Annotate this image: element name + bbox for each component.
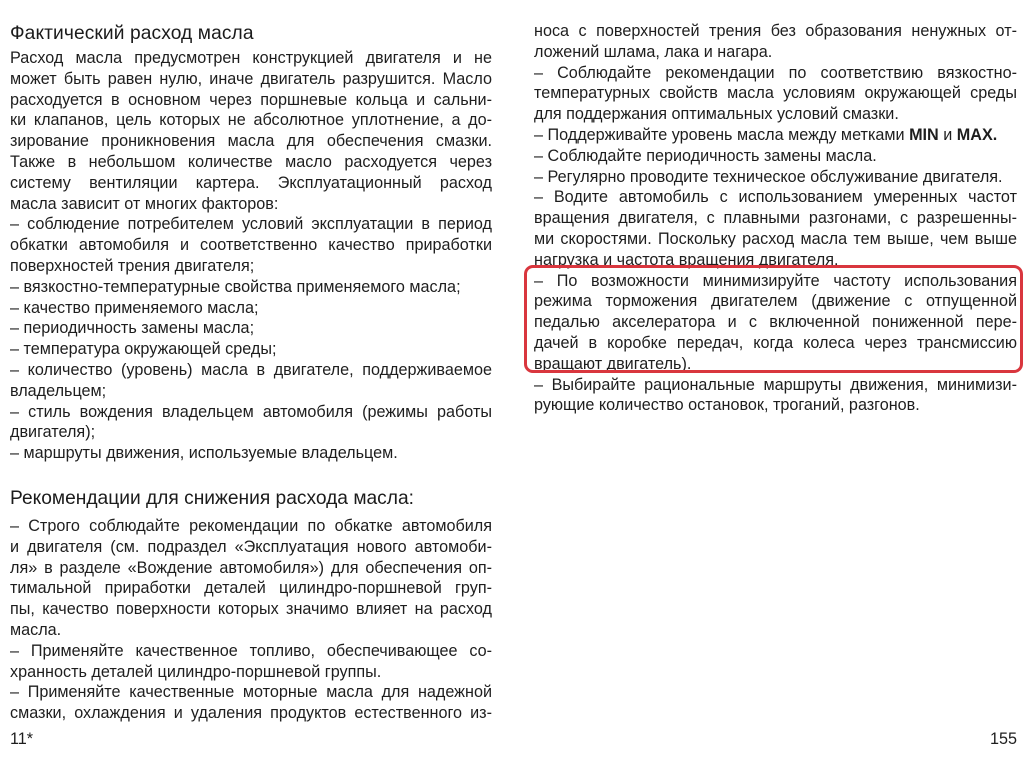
text-line: расходуется в основном через поршневые кольца и сальни-: [10, 90, 492, 109]
text-line: – Соблюдайте периодичность замены масла.: [534, 146, 877, 165]
text-line: масла зависит от многих факторов:: [10, 194, 279, 213]
text-line: ложений шлама, лака и нагара.: [534, 42, 773, 61]
text-line: Расход масла предусмотрен конструкцией двигателя и не: [10, 49, 492, 67]
min-mark-label: MIN: [909, 125, 939, 144]
text-line: – Строго соблюдайте рекомендации по обкатке автомобиля: [10, 516, 492, 535]
section-heading-actual-oil-consumption: Фактический расход масла: [10, 23, 254, 44]
text-fragment: и: [938, 125, 957, 144]
text-line: вращения двигателя, с плавными разгонами, с разрешенны-: [534, 209, 1017, 228]
highlighted-text-line: режима торможения двигателем (движение с отпущенной: [534, 292, 1017, 311]
text-line: – Применяйте качественное топливо, обеспечивающее со-: [10, 641, 492, 660]
text-line: – качество применяемого масла;: [10, 298, 259, 317]
highlight-box: [524, 265, 1023, 373]
text-line: – количество (уровень) масла в двигателе, поддерживаемое: [10, 360, 492, 379]
text-line: – Регулярно проводите техническое обслуживание двигателя.: [534, 167, 1003, 186]
text-line: может быть равен нулю, иначе двигатель разрушится. Масло: [10, 69, 492, 88]
highlighted-text-line: дачей в коробке передач, когда колеса через трансмиссию: [534, 333, 1017, 352]
highlighted-text-line: вращают двигатель).: [534, 354, 692, 373]
highlighted-text-line: – По возможности минимизируйте частоту использования: [534, 271, 1017, 290]
text-line: и двигателя (см. подраздел «Эксплуатация нового автомоби-: [10, 537, 492, 556]
text-fragment: – Поддерживайте уровень масла между метками: [534, 125, 910, 144]
text-line: – Соблюдайте рекомендации по соответствию вязкостно-: [534, 63, 1017, 82]
text-line: обкатки автомобиля и соответственно качество приработки: [10, 236, 492, 255]
page-number-left: 11*: [10, 730, 34, 748]
text-line: тимальной приработки деталей цилиндро-поршневой груп-: [10, 579, 492, 598]
text-line: Также в небольшом количестве масло расходуется через: [10, 152, 492, 171]
text-line: поверхностей трения двигателя;: [10, 256, 255, 275]
section-heading-recommendations: Рекомендации для снижения расхода масла:: [10, 487, 414, 509]
text-line: нагрузка и частота вращения двигателя.: [534, 250, 839, 269]
text-line: – Применяйте качественные моторные масла для надежной: [10, 683, 492, 702]
text-line: – вязкостно-температурные свойства применяемого масла;: [10, 277, 461, 296]
text-line: зирование проникновения масла для обеспечения смазки.: [10, 132, 492, 151]
text-line: – Водите автомобиль с использованием умеренных частот: [534, 188, 1017, 207]
highlighted-text-line: педалью акселератора и с включенной пониженной пере-: [534, 313, 1017, 332]
left-column: [10, 0, 492, 724]
text-line: масла.: [10, 620, 62, 639]
text-line: рующие количество остановок, троганий, разгонов.: [534, 396, 920, 415]
page-number-right: 155: [989, 730, 1017, 748]
text-line: двигателя);: [10, 423, 96, 442]
text-line: – маршруты движения, используемые владельцем.: [10, 444, 398, 463]
text-line: смазки, охлаждения и удаления продуктов естественного из-: [10, 704, 492, 723]
text-line: для поддержания оптимальных условий смазки.: [534, 105, 899, 124]
text-line: хранность деталей цилиндро-поршневой группы.: [10, 662, 382, 681]
text-line: – стиль вождения владельцем автомобиля (режимы работы: [10, 402, 492, 421]
text-line: – соблюдение потребителем условий эксплуатации в период: [10, 215, 492, 234]
text-line: пы, качество поверхности которых значимо влияет на расход: [10, 600, 492, 619]
text-line: – периодичность замены масла;: [10, 319, 255, 338]
max-mark-label: MAX.: [956, 125, 998, 144]
text-line: ля» в разделе «Вождение автомобиля») для обеспечения оп-: [10, 558, 492, 577]
text-line: – температура окружающей среды;: [10, 340, 277, 359]
text-line: ки клапанов, цель которых не абсолютное уплотнение, а до-: [10, 111, 492, 130]
text-line: ми скоростями. Поскольку расход масла тем выше, чем выше: [534, 229, 1017, 248]
text-line: носа с поверхностей трения без образования ненужных от-: [534, 22, 1017, 40]
text-line: температурных свойств масла условиям окружающей среды: [534, 84, 1017, 103]
text-line: – Выбирайте рациональные маршруты движения, минимизи-: [534, 375, 1017, 394]
text-line: систему вентиляции картера. Эксплуатационный расход: [10, 173, 492, 192]
text-line-min-max: [534, 125, 1017, 146]
text-line: владельцем;: [10, 381, 107, 400]
